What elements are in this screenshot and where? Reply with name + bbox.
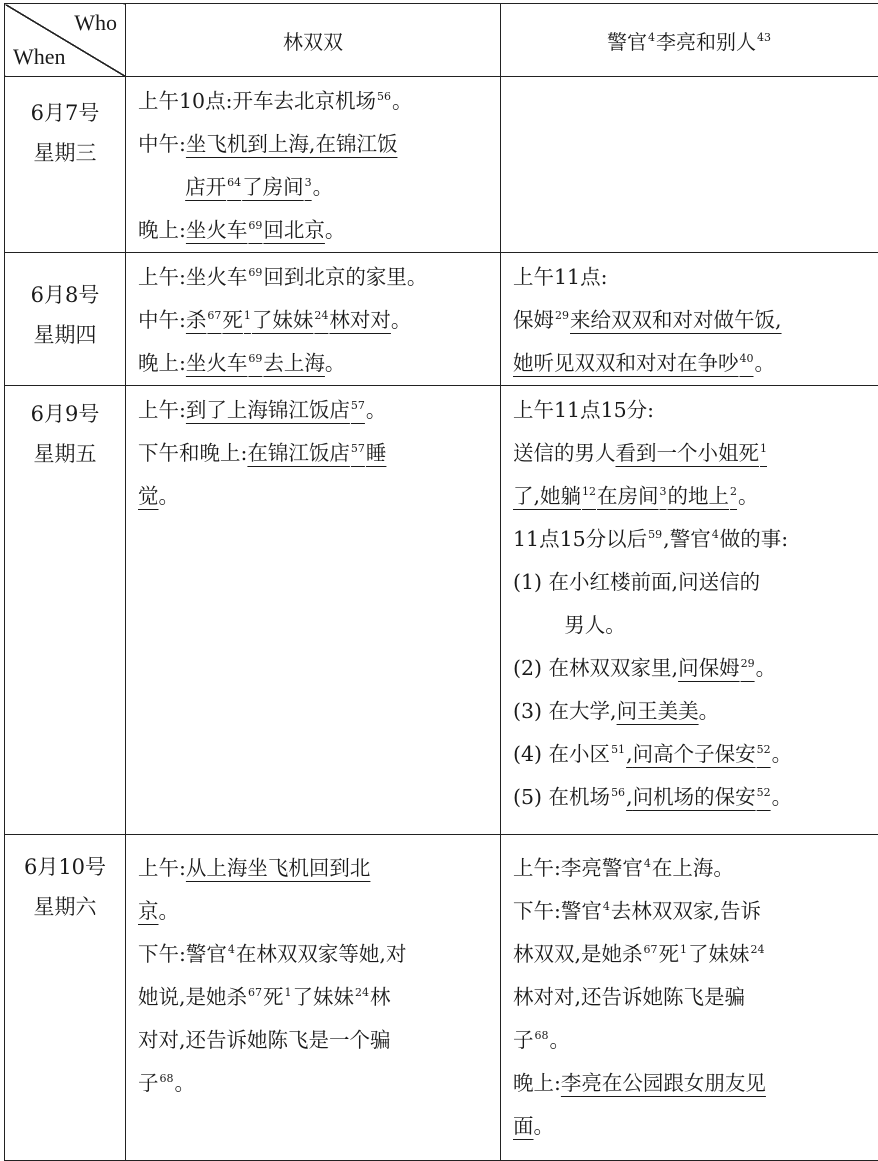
list-item: (2) 在林双双家里,问保姆$^{29}$。 bbox=[513, 656, 777, 680]
list-item: (1) 在小红楼前面,问送信的 bbox=[513, 570, 761, 594]
text-line: 保姆$^{29}$来给双双和对对做午饭, bbox=[513, 308, 782, 332]
police-cell bbox=[501, 77, 878, 253]
text-line: 子$^{68}$。 bbox=[513, 1028, 570, 1052]
text-line: 上午11点: bbox=[513, 265, 608, 289]
text-line: 她说,是她杀$^{67}$死$^1$了妹妹$^{24}$林 bbox=[138, 985, 391, 1009]
text-line: 京。 bbox=[138, 899, 179, 923]
list-item: (4) 在小区$^{51}$,问高个子保安$^{52}$。 bbox=[513, 742, 793, 766]
text-line: 上午:从上海坐飞机回到北 bbox=[138, 856, 371, 880]
text-line: 对对,还告诉她陈飞是一个骗 bbox=[138, 1028, 391, 1052]
header-row bbox=[5, 4, 878, 77]
text-line: 觉。 bbox=[138, 484, 179, 508]
text-line: 晚上:坐火车$^{69}$回北京。 bbox=[138, 218, 346, 242]
text-line: 晚上:李亮在公园跟女朋友见 bbox=[513, 1071, 766, 1095]
date-cell: 6月9号 星期五 bbox=[5, 386, 126, 835]
text-line: 下午:警官$^4$去林双双家,告诉 bbox=[513, 899, 761, 923]
column-header-lin-shuangshuang: 林双双 bbox=[126, 4, 501, 77]
text-line: 中午:坐飞机到上海,在锦江饭 bbox=[138, 132, 398, 156]
text-line: 上午:坐火车$^{69}$回到北京的家里。 bbox=[138, 265, 428, 289]
text-line: 了,她躺$^{12}$在房间$^3$的地上$^2$。 bbox=[513, 484, 759, 508]
date-cell: 6月8号 星期四 bbox=[5, 253, 126, 386]
text-line: 中午:杀$^{67}$死$^1$了妹妹$^{24}$林对对。 bbox=[138, 308, 412, 332]
text-line: 下午和晚上:在锦江饭店$^{57}$睡 bbox=[138, 441, 387, 465]
text-line: 上午:李亮警官$^4$在上海。 bbox=[513, 856, 734, 880]
text-line: 送信的男人看到一个小姐死$^1$ bbox=[513, 441, 767, 465]
timeline-table bbox=[4, 3, 878, 1161]
police-cell bbox=[501, 835, 878, 1161]
text-line: 晚上:坐火车$^{69}$去上海。 bbox=[138, 351, 346, 375]
who-when-corner-cell bbox=[5, 4, 126, 77]
police-cell bbox=[501, 386, 878, 835]
text-line: 面。 bbox=[513, 1114, 554, 1138]
table-row bbox=[5, 77, 878, 253]
who-label: Who bbox=[74, 10, 117, 35]
list-item: (5) 在机场$^{56}$,问机场的保安$^{52}$。 bbox=[513, 785, 793, 809]
table-row bbox=[5, 253, 878, 386]
list-item-continuation: 男人。 bbox=[564, 613, 626, 637]
lin-shuangshuang-cell bbox=[126, 386, 501, 835]
text-line: 11点15分以后$^{59}$,警官$^4$做的事: bbox=[513, 527, 789, 551]
text-line: 子$^{68}$。 bbox=[138, 1071, 195, 1095]
police-cell bbox=[501, 253, 878, 386]
column-header-police-and-others: 警官$^4$李亮和别人$^{43}$ bbox=[501, 4, 878, 77]
table-row bbox=[5, 386, 878, 835]
text-line: 上午:到了上海锦江饭店$^{57}$。 bbox=[138, 398, 387, 422]
table-row bbox=[5, 835, 878, 1161]
when-label: When bbox=[13, 44, 66, 69]
date-cell: 6月10号 星期六 bbox=[5, 835, 126, 1161]
lin-shuangshuang-cell bbox=[126, 253, 501, 386]
list-item: (3) 在大学,问王美美。 bbox=[513, 699, 720, 723]
text-line: 店开$^{64}$了房间$^3$。 bbox=[185, 175, 334, 199]
text-line: 上午10点:开车去北京机场$^{56}$。 bbox=[138, 89, 413, 113]
text-line: 下午:警官$^4$在林双双家等她,对 bbox=[138, 942, 407, 966]
date-cell: 6月7号 星期三 bbox=[5, 77, 126, 253]
text-line: 林对对,还告诉她陈飞是骗 bbox=[513, 985, 746, 1009]
text-line: 她听见双双和对对在争吵$^{40}$。 bbox=[513, 351, 775, 375]
lin-shuangshuang-cell bbox=[126, 835, 501, 1161]
lin-shuangshuang-cell bbox=[126, 77, 501, 253]
text-line: 林双双,是她杀$^{67}$死$^1$了妹妹$^{24}$ bbox=[513, 942, 765, 966]
text-line: 上午11点15分: bbox=[513, 398, 655, 422]
